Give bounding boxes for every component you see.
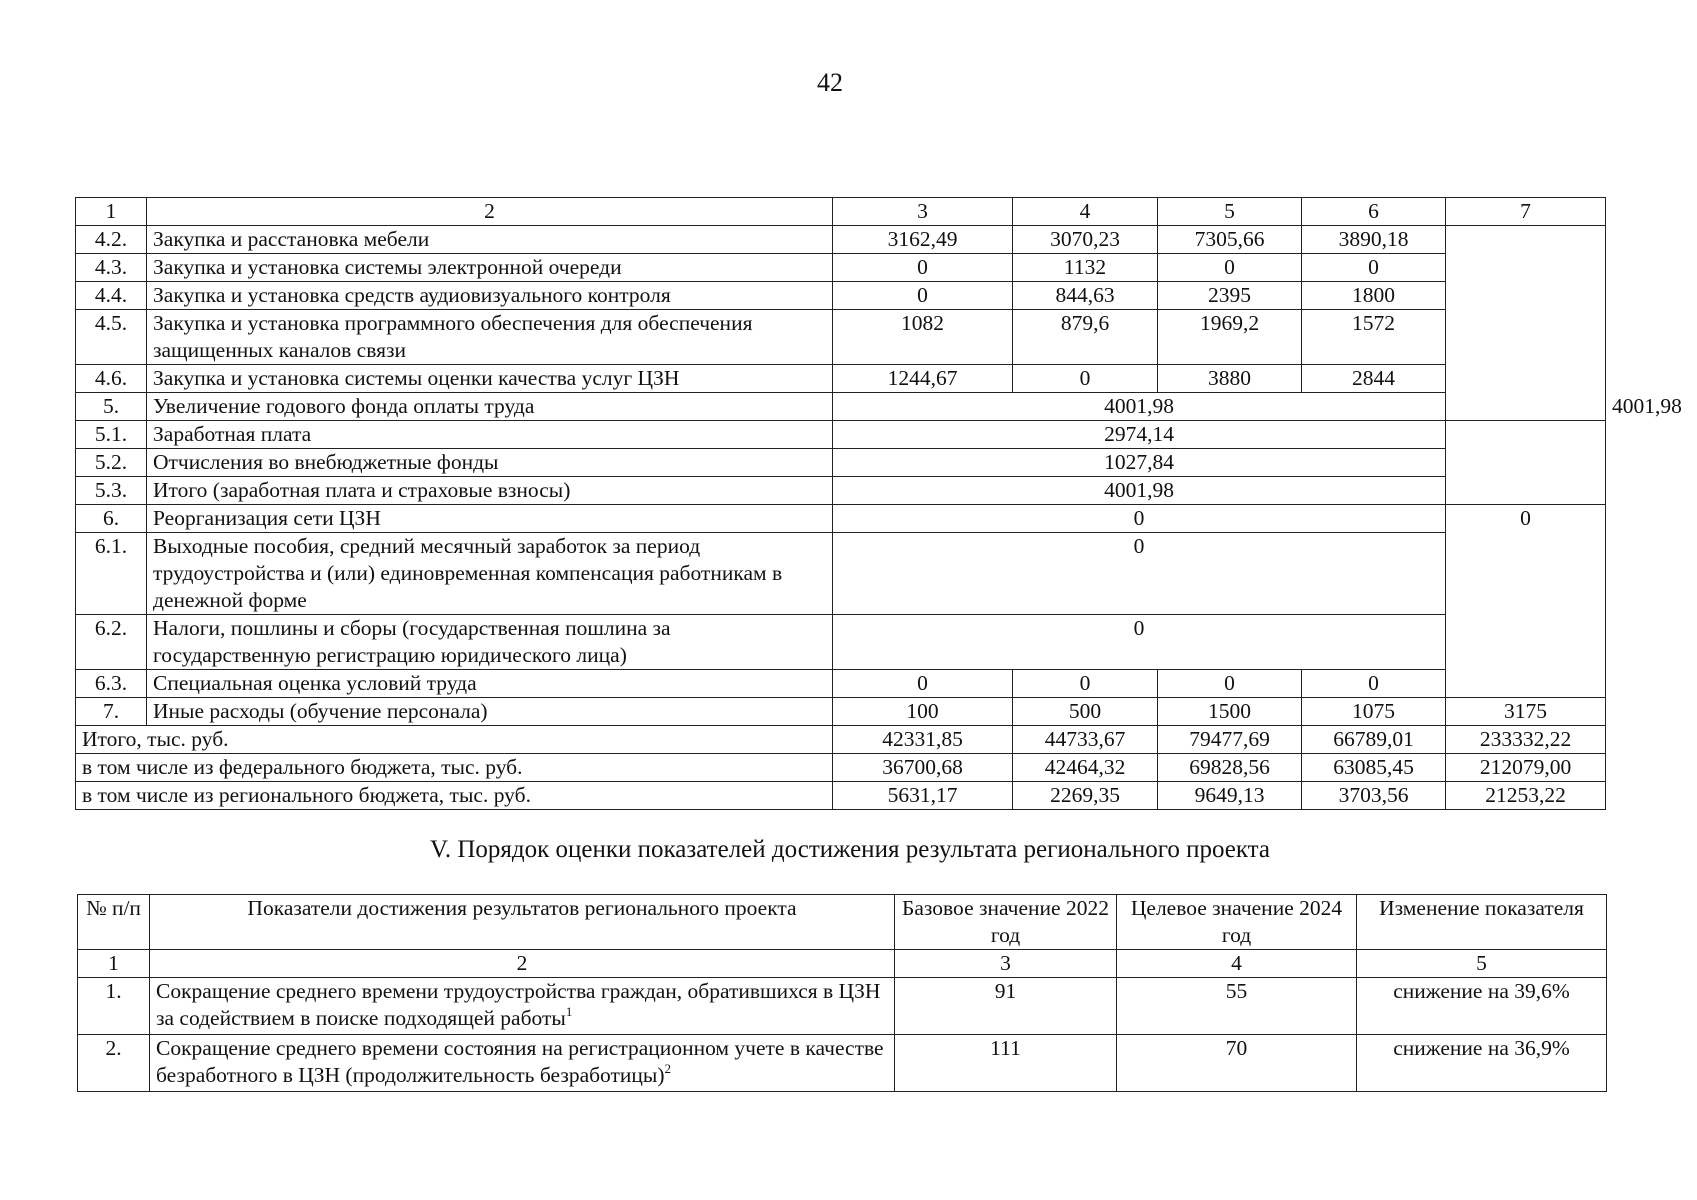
value-cell: 0 [1013,365,1158,393]
group-total-cell: 0 [1446,505,1606,698]
row-name: Закупка и установка системы оценки качества услуг ЦЗН [147,365,833,393]
table-row [76,282,1606,310]
value-cell: 1800 [1302,282,1446,310]
value-cell: 66789,01 [1302,726,1446,754]
value-cell: 0 [1158,254,1302,282]
value-cell: 844,63 [1013,282,1158,310]
table-header-row [78,895,1607,950]
column-number: 2 [150,950,895,978]
row-name: Иные расходы (обучение персонала) [147,698,833,726]
target-value: 70 [1117,1035,1357,1092]
row-number: 5.2. [76,449,147,477]
merged-value-cell: 1027,84 [833,449,1446,477]
row-number: 7. [76,698,147,726]
table-row [78,1035,1607,1092]
row-name: Сокращение среднего времени состояния на регистрационном учете в качестве безработного в ЦЗН (продолжительность безработицы) [156,1036,884,1087]
merged-value-cell: 4001,98 [833,393,1446,421]
header-cell: 1 [76,198,147,226]
row-name: Заработная плата [147,421,833,449]
table-row [76,226,1606,254]
row-number: 2. [78,1035,150,1092]
row-number: 6.3. [76,670,147,698]
value-cell: 9649,13 [1158,782,1302,810]
row-number: 4.2. [76,226,147,254]
value-cell: 79477,69 [1158,726,1302,754]
totals-row [76,782,1606,810]
row-name: Закупка и расстановка мебели [147,226,833,254]
value-cell: 7305,66 [1158,226,1302,254]
value-cell: 3175 [1446,698,1606,726]
value-cell: 2395 [1158,282,1302,310]
value-cell: 233332,22 [1446,726,1606,754]
header-cell: Изменение показателя [1357,895,1607,950]
table-row [76,670,1606,698]
header-cell: 4 [1013,198,1158,226]
header-cell: № п/п [78,895,150,950]
value-cell: 100 [833,698,1013,726]
totals-label: Итого, тыс. руб. [76,726,833,754]
row-number: 4.3. [76,254,147,282]
footnote-mark: 2 [664,1061,672,1076]
value-cell: 3880 [1158,365,1302,393]
base-value: 111 [895,1035,1117,1092]
value-cell: 1132 [1013,254,1158,282]
table-row [76,310,1606,365]
merged-value-cell: 0 [833,615,1446,670]
kpi-table [77,894,1607,1092]
change-value: снижение на 39,6% [1357,978,1607,1035]
value-cell: 3890,18 [1302,226,1446,254]
value-cell: 42464,32 [1013,754,1158,782]
base-value: 91 [895,978,1117,1035]
merged-value-cell: 0 [833,533,1446,615]
header-cell: 6 [1302,198,1446,226]
header-cell: Показатели достижения результатов регионального проекта [150,895,895,950]
value-cell: 212079,00 [1446,754,1606,782]
value-cell: 3703,56 [1302,782,1446,810]
header-cell: Целевое значение 2024 год [1117,895,1357,950]
header-cell: 2 [147,198,833,226]
row-number: 5.3. [76,477,147,505]
merged-value-cell: 2974,14 [833,421,1446,449]
row-name: Выходные пособия, средний месячный заработок за период трудоустройства и (или) единовременная компенсация работникам в денежной форме [147,533,833,615]
table-row [76,477,1606,505]
row-name: Закупка и установка системы электронной очереди [147,254,833,282]
header-cell: 3 [833,198,1013,226]
value-cell: 0 [833,670,1013,698]
page-number: 42 [817,68,843,97]
row-number: 6.2. [76,615,147,670]
table-row: 5. Увеличение годового фонда оплаты труда 4001,98 4001,98 [76,393,1606,421]
row-name: Реорганизация сети ЦЗН [147,505,833,533]
value-cell: 0 [833,282,1013,310]
table-row [76,449,1606,477]
value-cell: 0 [1013,670,1158,698]
value-cell: 3162,49 [833,226,1013,254]
table-row [76,533,1606,615]
table-row [76,505,1606,533]
value-cell: 879,6 [1013,310,1158,365]
section-title: V. Порядок оценки показателей достижения результата регионального проекта [429,836,1271,863]
value-cell: 1075 [1302,698,1446,726]
column-number: 5 [1357,950,1607,978]
value-cell: 1969,2 [1158,310,1302,365]
row-name: Увеличение годового фонда оплаты труда [147,393,833,421]
merged-value-cell: 4001,98 [833,477,1446,505]
totals-label: в том числе из регионального бюджета, тыс. руб. [76,782,833,810]
table-row [76,698,1606,726]
row-number: 4.4. [76,282,147,310]
row-name: Налоги, пошлины и сборы (государственная пошлина за государственную регистрацию юридического лица) [147,615,833,670]
header-cell: 7 [1446,198,1606,226]
row-number: 1. [78,978,150,1035]
value-cell: 36700,68 [833,754,1013,782]
value-cell: 0 [1302,670,1446,698]
row-number: 6.1. [76,533,147,615]
value-cell: 69828,56 [1158,754,1302,782]
row-number: 5.1. [76,421,147,449]
budget-table [75,197,1682,810]
table-row [76,254,1606,282]
value-cell: 1572 [1302,310,1446,365]
table-header-row [76,198,1606,226]
column-number: 4 [1117,950,1357,978]
table-row [76,365,1606,393]
value-cell: 1082 [833,310,1013,365]
row-name: Отчисления во внебюджетные фонды [147,449,833,477]
value-cell: 0 [833,254,1013,282]
row-name-cell [150,1035,895,1092]
value-cell: 1244,67 [833,365,1013,393]
value-cell: 2269,35 [1013,782,1158,810]
totals-label: в том числе из федерального бюджета, тыс. руб. [76,754,833,782]
table-row [76,421,1606,449]
value-cell: 44733,67 [1013,726,1158,754]
row-name: Специальная оценка условий труда [147,670,833,698]
table-row [76,615,1606,670]
merged-value-cell: 0 [833,505,1446,533]
column-number-row [78,950,1607,978]
target-value: 55 [1117,978,1357,1035]
row-number: 5. [76,393,147,421]
empty-merged-cell [1446,226,1606,421]
value-cell: 2844 [1302,365,1446,393]
row-name: Итого (заработная плата и страховые взносы) [147,477,833,505]
row-name-cell [150,978,895,1035]
row-number: 4.5. [76,310,147,365]
header-cell: 5 [1158,198,1302,226]
footnote-mark: 1 [565,1004,573,1019]
row-number: 6. [76,505,147,533]
value-cell: 42331,85 [833,726,1013,754]
value-cell: 1500 [1158,698,1302,726]
value-cell: 0 [1302,254,1446,282]
value-cell: 3070,23 [1013,226,1158,254]
change-value: снижение на 36,9% [1357,1035,1607,1092]
header-cell: Базовое значение 2022 год [895,895,1117,950]
value-cell: 0 [1158,670,1302,698]
value-cell: 63085,45 [1302,754,1446,782]
row-name: Сокращение среднего времени трудоустройства граждан, обратившихся в ЦЗН за содействием в поиске подходящей работы [156,979,881,1030]
value-cell: 500 [1013,698,1158,726]
row-name: Закупка и установка средств аудиовизуального контроля [147,282,833,310]
row-number: 4.6. [76,365,147,393]
column-number: 3 [895,950,1117,978]
value-cell: 5631,17 [833,782,1013,810]
value-cell: 21253,22 [1446,782,1606,810]
table-row [78,978,1607,1035]
column-number: 1 [78,950,150,978]
totals-row [76,726,1606,754]
totals-row [76,754,1606,782]
row-name: Закупка и установка программного обеспечения для обеспечения защищенных каналов связи [147,310,833,365]
